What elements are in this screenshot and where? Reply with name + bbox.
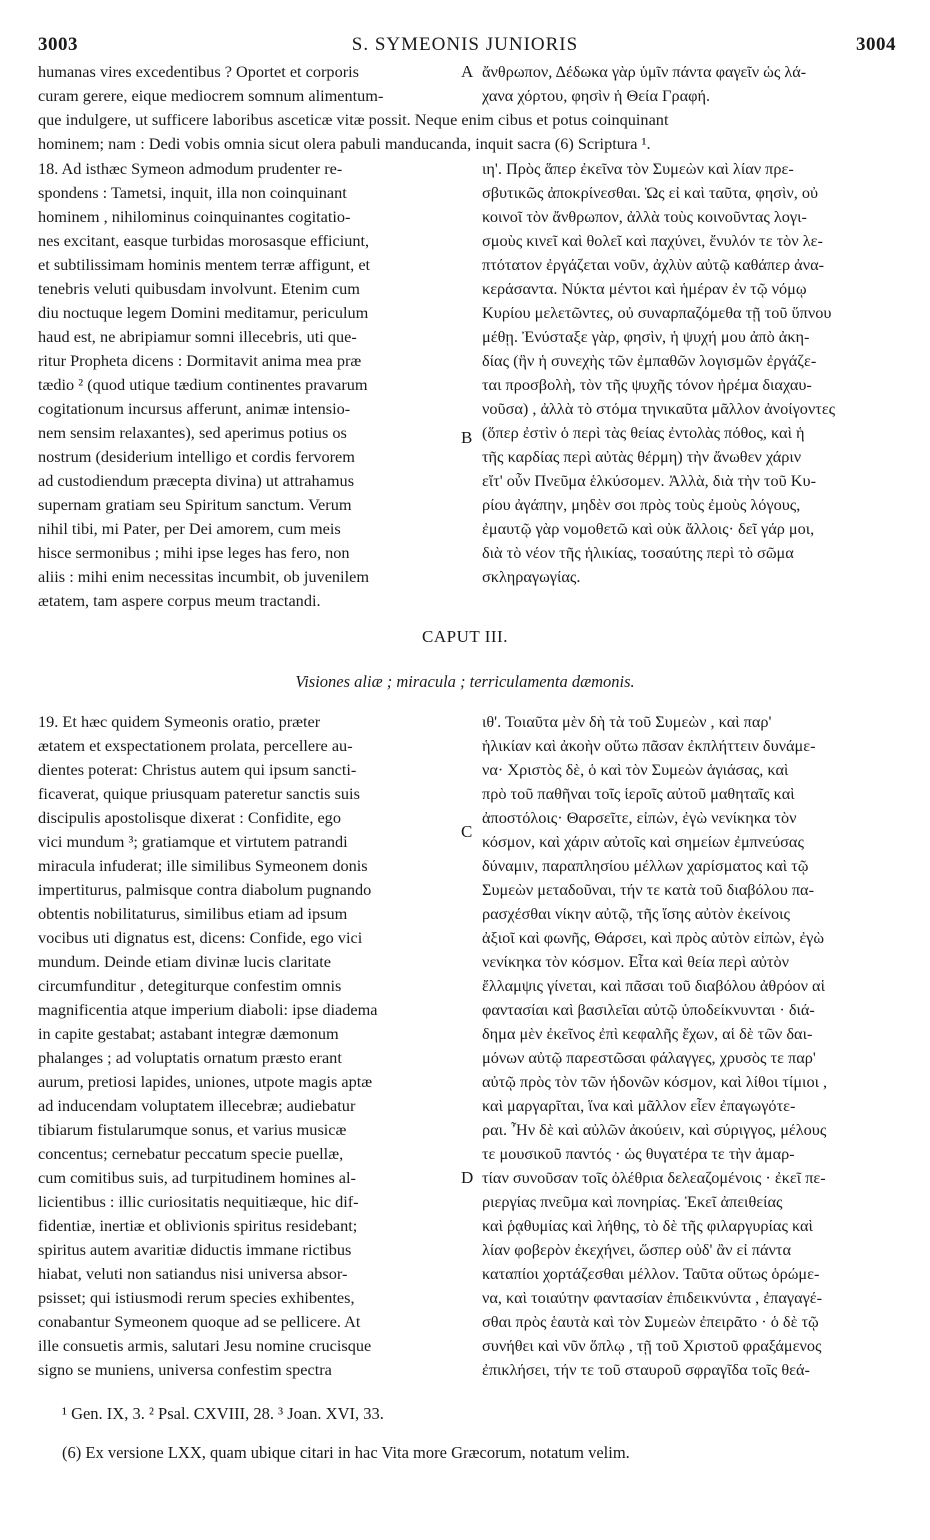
latin-line: impertiturus, palmisque contra diabolum pugnando [38,880,372,899]
greek-line: (ὅπερ ἐστὶν ὁ περὶ τὰς θείας ἐντολὰς πόθος, καὶ ἡ [482,423,805,442]
latin-line: spondens : Tametsi, inquit, illa non coinquinant [38,183,347,202]
greek-line: πρὸ τοῦ παθῆναι τοῖς ἱεροῖς αὐτοῦ μαθηταῖς καὶ [482,784,795,803]
greek-line: ρίου ἀγάπην, μηδὲν σοι πρὸς τοὺς ἐμοὺς λόγους, [482,495,801,514]
greek-line: Κυρίου μελετῶντες, οὐ συναρπαζόμεθα τῇ τοῦ ὕπνου [482,303,832,322]
latin-line: cogitationum incursus afferunt, animæ intensio- [38,399,351,418]
latin-line: 19. Et hæc quidem Symeonis oratio, præter [38,712,321,731]
latin-line: et subtilissimam hominis mentem terræ affigunt, et [38,255,371,274]
greek-line: καταπίοι χορτάζεσθαι μέλλον. Ταῦτα οὕτως ὁρώμε- [482,1264,820,1283]
greek-line: διὰ τὸ νέον τῆς ἡλικίας, τοσαύτης περὶ τὸ σῶμα [482,543,794,562]
latin-line: ille consuetis armis, salutari Jesu nomine crucisque [38,1336,372,1355]
latin-line: signo se muniens, universa confestim spectra [38,1360,332,1379]
greek-line: εἴτ' οὖν Πνεῦμα ἑλκύσομεν. Ἀλλὰ, διὰ τὴν τοῦ Κυ- [482,471,816,490]
full-width-line: que indulgere, ut sufficere laboribus asceticæ vitæ possit. Neque enim cibus et potus coinquinant [38,110,669,129]
greek-line: ραι. Ἦν δὲ καὶ αὐλῶν ἀκούειν, καὶ σύριγγος, μέλους [482,1120,827,1139]
greek-line: μόνων αὐτῷ παρεστῶσαι φάλαγγες, χρυσὸς τε παρ' [482,1048,816,1067]
latin-line: haud est, ne abripiamur somni illecebris, uti que- [38,327,357,346]
greek-line: σκληραγωγίας. [482,567,581,586]
latin-line: circumfunditur , detegiturque confestim omnis [38,976,342,995]
latin-line: licientibus : illic curiositatis nequitiæque, hic dif- [38,1192,359,1211]
greek-line: ἀξιοῖ καὶ φωνῆς, Θάρσει, καὶ πρὸς αὐτὸν εἰπὼν, ἐγὼ [482,928,825,947]
latin-line: hisce sermonibus ; mihi ipse leges has fero, non [38,543,350,562]
full-width-line: hominem; nam : Dedi vobis omnia sicut olera pabuli manducanda, inquit sacra (6) Scriptura ¹. [38,134,651,153]
latin-line: ritur Propheta dicens : Dormitavit anima mea præ [38,351,362,370]
latin-line: nem sensim relaxantes), sed aperimus potius os [38,423,347,442]
greek-line: συνήθει καὶ νῦν ὅπλῳ , τῇ τοῦ Χριστοῦ φραξάμενος [482,1336,822,1355]
greek-line: πτότατον ἐργάζεται νοῦν, ἀχλὺν αὐτῷ καθάπερ ἀνα- [482,255,825,274]
latin-line: phalanges ; ad voluptatis ornatum præsto erant [38,1048,342,1067]
latin-line: tenebris veluti quibusdam involvunt. Etenim cum [38,279,360,298]
greek-line: κεράσαντα. Νύκτα μέντοι καὶ ἡμέραν ἐν τῷ νόμῳ [482,279,807,298]
latin-line: spiritus autem avaritiæ diductis immane rictibus [38,1240,352,1259]
greek-line: χανα χόρτου, φησὶν ἡ Θεία Γραφή. [482,86,711,105]
margin-letter-d: D [461,1168,474,1187]
latin-line: tædio ² (quod utique tædium continentes pravarum [38,375,368,394]
right-column-number: 3004 [856,34,896,55]
latin-line: vocibus uti dignatus est, dicens: Confide, ego vici [38,928,363,947]
margin-letter-b: B [461,428,473,447]
latin-line: nostrum (desiderium intelligo et cordis fervorem [38,447,355,466]
greek-line: ἔλλαμψις γίνεται, καὶ πᾶσαι τοῦ διαβόλου ἀθρόον αἱ [482,976,825,995]
greek-line: ριεργίας πνεῦμα καὶ πονηρίας. Ἐκεῖ ἀπειθείας [482,1192,783,1211]
running-title: S. SYMEONIS JUNIORIS [351,34,579,55]
latin-line: in capite gestabat; astabant integræ dæmonum [38,1024,339,1043]
greek-line: φαντασίαι καὶ βασιλεῖαι αὐτῷ ὑποδείκνυνται · διά- [482,1000,815,1019]
latin-line: ætatem et exspectationem prolata, percellere au- [38,736,353,755]
greek-line: καὶ ῥᾳθυμίας καὶ λήθης, τὸ δὲ τῆς φιλαργυρίας καὶ [482,1216,813,1235]
greek-line: κοινοῖ τὸν ἄνθρωπον, ἀλλὰ τοὺς κοινοῦντας λογι- [482,207,807,226]
latin-line: supernam gratiam seu Spiritum sanctum. Verum [38,495,352,514]
latin-line: obtentis nobilitaturus, similibus etiam ad ipsum [38,904,348,923]
greek-line: νενίκηκα τὸν κόσμον. Εἶτα καὶ θεία περὶ αὐτὸν [482,952,789,971]
latin-line: ad custodiendum præcepta divina) ut attrahamus [38,471,355,490]
greek-line: ἐμαυτῷ γὰρ νομοθετῶ καὶ οὐκ ἄλλοις· δεῖ γάρ μοι, [482,519,815,538]
greek-line: δίας (ἣν ἡ συνεχὴς τῶν ἐμπαθῶν λογισμῶν ἐργάζε- [482,351,817,370]
greek-line: τῆς καρδίας περὶ αὐτὰς θέρμη) τὴν ἄνωθεν χάριν [482,447,802,466]
latin-line: ficaverat, quique priusquam pateretur sanctis suis [38,784,360,803]
latin-line: humanas vires excedentibus ? Oportet et corporis [38,62,359,81]
greek-line: τε μουσικοῦ παντός · ὡς θυγατέρα τε τὴν ἁμαρ- [482,1144,795,1163]
latin-line: ad inducendam voluptatem illecebræ; audiebatur [38,1096,356,1115]
latin-line: vici mundum ³; gratiamque et virtutem patrandi [38,832,348,851]
greek-line: αὐτῷ πρὸς τὸν τῶν ἡδονῶν κόσμον, καὶ λίθοι τίμιοι , [482,1072,828,1091]
greek-line: σμοὺς κινεῖ καὶ θολεῖ καὶ παχύνει, ἔνυλόν τε τὸν λε- [482,231,823,250]
greek-line: τίαν συνοῦσαν τοῖς ὀλέθρια δελεαζομένοις · ἐκεῖ πε- [482,1168,826,1187]
chapter-title: CAPUT III. [422,627,508,646]
left-column-number: 3003 [38,34,78,55]
latin-line: nihil tibi, mi Pater, per Dei amorem, cum meis [38,519,341,538]
greek-line: ἀποστόλοις· Θαρσεῖτε, εἰπὼν, ἐγὼ νενίκηκα τὸν [482,808,797,827]
greek-line: σθαι πρὸς ἑαυτὰ καὶ τὸν Συμεὼν ἐπειρᾶτο · ὁ δὲ τῷ [482,1312,819,1331]
greek-line: λίαν φοβερὸν ἐκεχήνει, ὥσπερ οὐδ' ἂν εἰ πάντα [482,1240,791,1259]
chapter-subtitle: Visiones aliæ ; miracula ; terriculamenta dæmonis. [295,672,635,691]
greek-line: δημα μὲν ἐκεῖνος ἐπὶ κεφαλῆς ἔχων, αἱ δὲ τῶν δαι- [482,1024,813,1043]
latin-line: curam gerere, eique mediocrem somnum alimentum- [38,86,384,105]
greek-line: ιη'. Πρὸς ἅπερ ἐκεῖνα τὸν Συμεὼν καὶ λίαν πρε- [482,159,794,178]
latin-line: 18. Ad isthæc Symeon admodum prudenter re- [38,159,343,178]
latin-line: hominem , nihilominus coinquinantes cogitatio- [38,207,351,226]
latin-line: mundum. Deinde etiam divinæ lucis claritate [38,952,331,971]
latin-line: fidentiæ, inertiæ et oblivionis spiritus residebant; [38,1216,358,1235]
latin-line: nes excitant, easque turbidas morosasque efficiunt, [38,231,370,250]
greek-line: ἐπικλήσει, τήν τε τοῦ σταυροῦ σφραγῖδα τοῖς θεά- [482,1360,810,1379]
greek-line: ρασχέσθαι νίκην αὐτῷ, τῆς ἴσης αὐτὸν ἐκείνοις [482,904,790,923]
latin-line: miracula infuderat; ille similibus Symeonem donis [38,856,368,875]
greek-line: ἄνθρωπον, Δέδωκα γὰρ ὑμῖν πάντα φαγεῖν ὡς λά- [482,62,807,81]
latin-line: aurum, pretiosi lapides, uniones, utpote magis aptæ [38,1072,373,1091]
greek-line: ἡλικίαν καὶ ἀκοὴν οὕτω πᾶσαν ἐκπλήττειν δυνάμε- [482,736,816,755]
greek-line: ιθ'. Τοιαῦτα μὲν δὴ τὰ τοῦ Συμεὼν , καὶ παρ' [482,712,772,731]
latin-line: discipulis apostolisque dixerat : Confidite, ego [38,808,341,827]
latin-line: concentus; cernebatur peccatum specie puellæ, [38,1144,344,1163]
greek-line: νοῦσα) , ἀλλὰ τὸ στόμα τηνικαῦτα μᾶλλον ἀνοίγοντες [482,399,836,418]
greek-line: να, καὶ τοιαύτην φαντασίαν ἐπιδεικνύντα , ἐπαγαγέ- [482,1288,823,1307]
greek-line: κόσμον, καὶ χάριν αὐτοῖς καὶ σημείων ἐμπνεύσας [482,832,804,851]
greek-line: δύναμιν, παραπλησίου μέλλων χαρίσματος καὶ τῷ [482,856,809,875]
latin-line: conabantur Symeonem quoque ad se pellicere. At [38,1312,361,1331]
latin-line: hiabat, veluti non satiandus nisi universa absor- [38,1264,348,1283]
latin-line: tibiarum fistularumque sonus, et varius musicæ [38,1120,347,1139]
latin-line: magnificentia atque imperium diaboli: ipse diadema [38,1000,378,1019]
greek-line: να· Χριστὸς δὲ, ὁ καὶ τὸν Συμεὼν ἁγιάσας, καὶ [482,760,789,779]
greek-line: ται προσβολὴ, τὸν τῆς ψυχῆς τόνον ἠρέμα διαχαυ- [482,375,812,394]
latin-line: aliis : mihi enim necessitas incumbit, ob juvenilem [38,567,369,586]
greek-line: μέθῃ. Ἐνύσταξε γὰρ, φησὶν, ἡ ψυχή μου ἀπὸ ἀκη- [482,327,810,346]
footnote-references: ¹ Gen. IX, 3. ² Psal. CXVIII, 28. ³ Joan. XVI, 33. [62,1404,384,1423]
latin-line: diu noctuque legem Domini meditamur, periculum [38,303,369,322]
latin-line: cum comitibus suis, ad turpitudinem homines al- [38,1168,356,1187]
greek-line: καὶ μαργαρῖται, ἵνα καὶ μᾶλλον εἶεν ἐπαγωγότε- [482,1096,796,1115]
footnote-note: (6) Ex versione LXX, quam ubique citari in hac Vita more Græcorum, notatum velim. [62,1443,630,1462]
greek-line: σβυτικῶς ἀποκρίνεσθαι. Ὡς εἰ καὶ ταῦτα, φησὶν, οὐ [482,183,819,202]
margin-letter-c: C [461,822,473,841]
greek-line: Συμεὼν μεταδοῦναι, τήν τε κατὰ τοῦ διαβόλου πα- [482,880,815,899]
latin-line: psisset; qui istiusmodi rerum species exhibentes, [38,1288,355,1307]
latin-line: ætatem, tam aspere corpus meum tractandi. [38,591,321,610]
margin-letter-a: A [461,62,474,81]
latin-line: dientes poterat: Christus autem qui ipsum sancti- [38,760,357,779]
